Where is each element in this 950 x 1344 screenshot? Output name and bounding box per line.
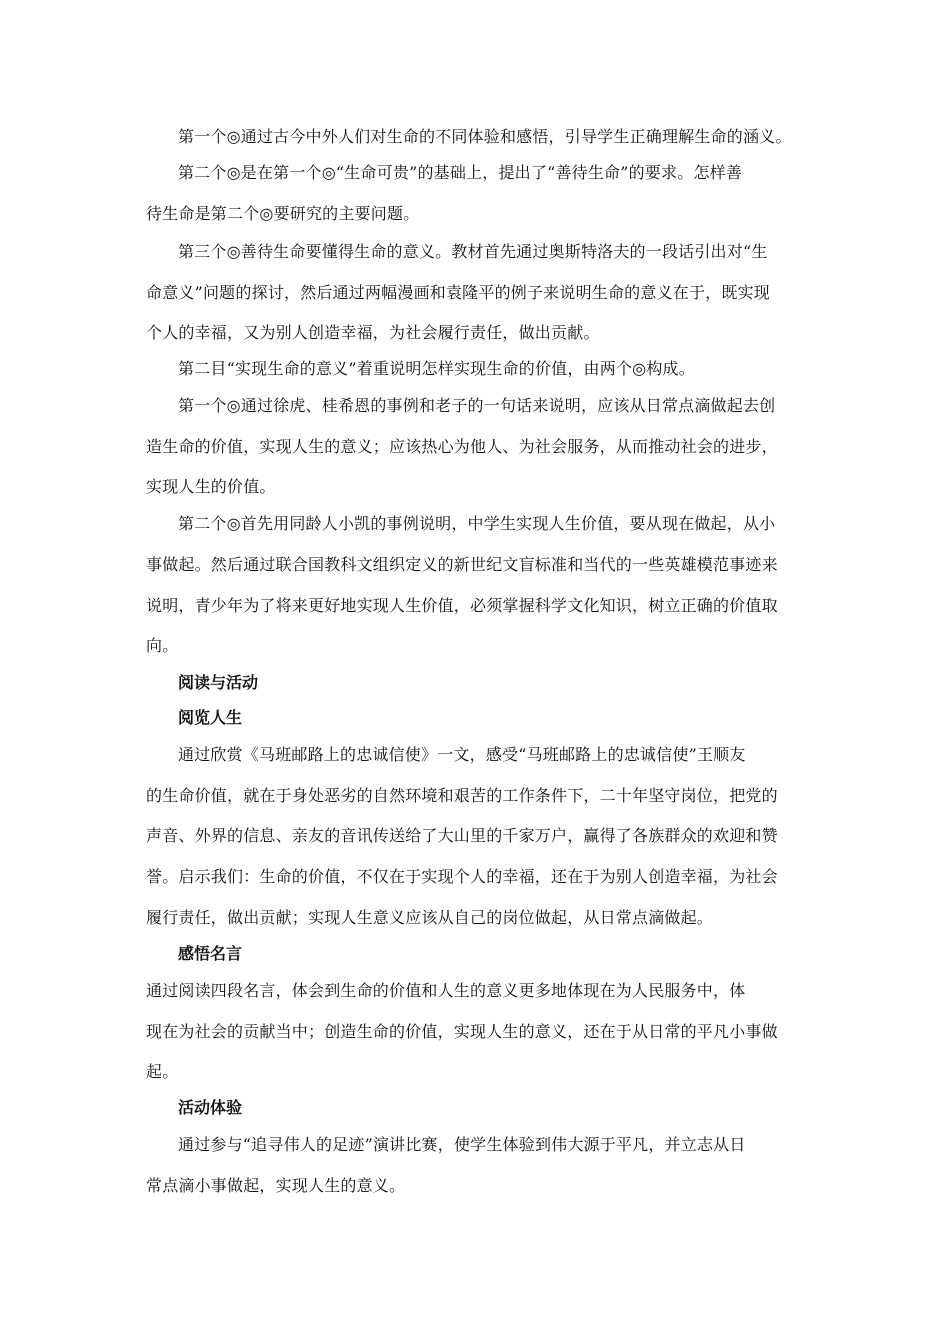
paragraph-line: 向。	[146, 636, 179, 655]
section-heading: 阅读与活动	[178, 673, 259, 692]
paragraph-line: 常点滴小事做起，实现人生的意义。	[146, 1176, 406, 1195]
paragraph-line: 现在为社会的贡献当中；创造生命的价值，实现人生的意义，还在于从日常的平凡小事做	[146, 1022, 778, 1041]
paragraph-line: 说明，青少年为了将来更好地实现人生价值，必须掌握科学文化知识，树立正确的价值取	[146, 596, 778, 615]
paragraph-line: 起。	[146, 1062, 179, 1081]
paragraph-line: 誉。启示我们：生命的价值，不仅在于实现个人的幸福，还在于为别人创造幸福，为社会	[146, 867, 778, 886]
paragraph-line: 的生命价值，就在于身处恶劣的自然环境和艰苦的工作条件下，二十年坚守岗位，把党的	[146, 786, 778, 805]
paragraph-line: 事做起。然后通过联合国教科文组织定义的新世纪文盲标准和当代的一些英雄模范事迹来	[146, 555, 778, 574]
subsection-heading: 阅览人生	[178, 708, 243, 727]
paragraph-line: 第一个◎通过徐虎、桂希恩的事例和老子的一句话来说明，应该从日常点滴做起去创	[178, 396, 776, 415]
paragraph-line: 个人的幸福，又为别人创造幸福，为社会履行责任，做出贡献。	[146, 323, 600, 342]
paragraph-line: 实现人生的价值。	[146, 477, 276, 496]
paragraph-line: 第三个◎善待生命要懂得生命的意义。教材首先通过奥斯特洛夫的一段话引出对“生	[178, 242, 768, 261]
paragraph-line: 第二个◎首先用同龄人小凯的事例说明，中学生实现人生价值，要从现在做起，从小	[178, 514, 776, 533]
paragraph-line: 通过参与“追寻伟人的足迹”演讲比赛，使学生体验到伟大源于平凡，并立志从日	[178, 1135, 746, 1154]
subsection-heading: 感悟名言	[178, 944, 243, 963]
paragraph-line: 第一个◎通过古今中外人们对生命的不同体验和感悟，引导学生正确理解生命的涵义。	[178, 127, 792, 146]
paragraph-line: 第二目“实现生命的意义”着重说明怎样实现生命的价值，由两个◎构成。	[178, 359, 695, 378]
paragraph-line: 通过欣赏《马班邮路上的忠诚信使》一文，感受“马班邮路上的忠诚信使”王顺友	[178, 745, 746, 764]
paragraph-line: 命意义”问题的探讨，然后通过两幅漫画和袁隆平的例子来说明生命的意义在于，既实现	[146, 283, 770, 302]
paragraph-line: 第二个◎是在第一个◎“生命可贵”的基础上，提出了“善待生命”的要求。怎样善	[178, 163, 743, 182]
paragraph-line: 造生命的价值，实现人生的意义；应该热心为他人、为社会服务，从而推动社会的进步，	[146, 437, 778, 456]
paragraph-line: 待生命是第二个◎要研究的主要问题。	[146, 204, 420, 223]
subsection-heading: 活动体验	[178, 1098, 243, 1117]
paragraph-line: 履行责任，做出贡献；实现人生意义应该从自己的岗位做起，从日常点滴做起。	[146, 908, 714, 927]
paragraph-line: 通过阅读四段名言，体会到生命的价值和人生的意义更多地体现在为人民服务中，体	[146, 981, 746, 1000]
paragraph-line: 声音、外界的信息、亲友的音讯传送给了大山里的千家万户，赢得了各族群众的欢迎和赞	[146, 826, 778, 845]
